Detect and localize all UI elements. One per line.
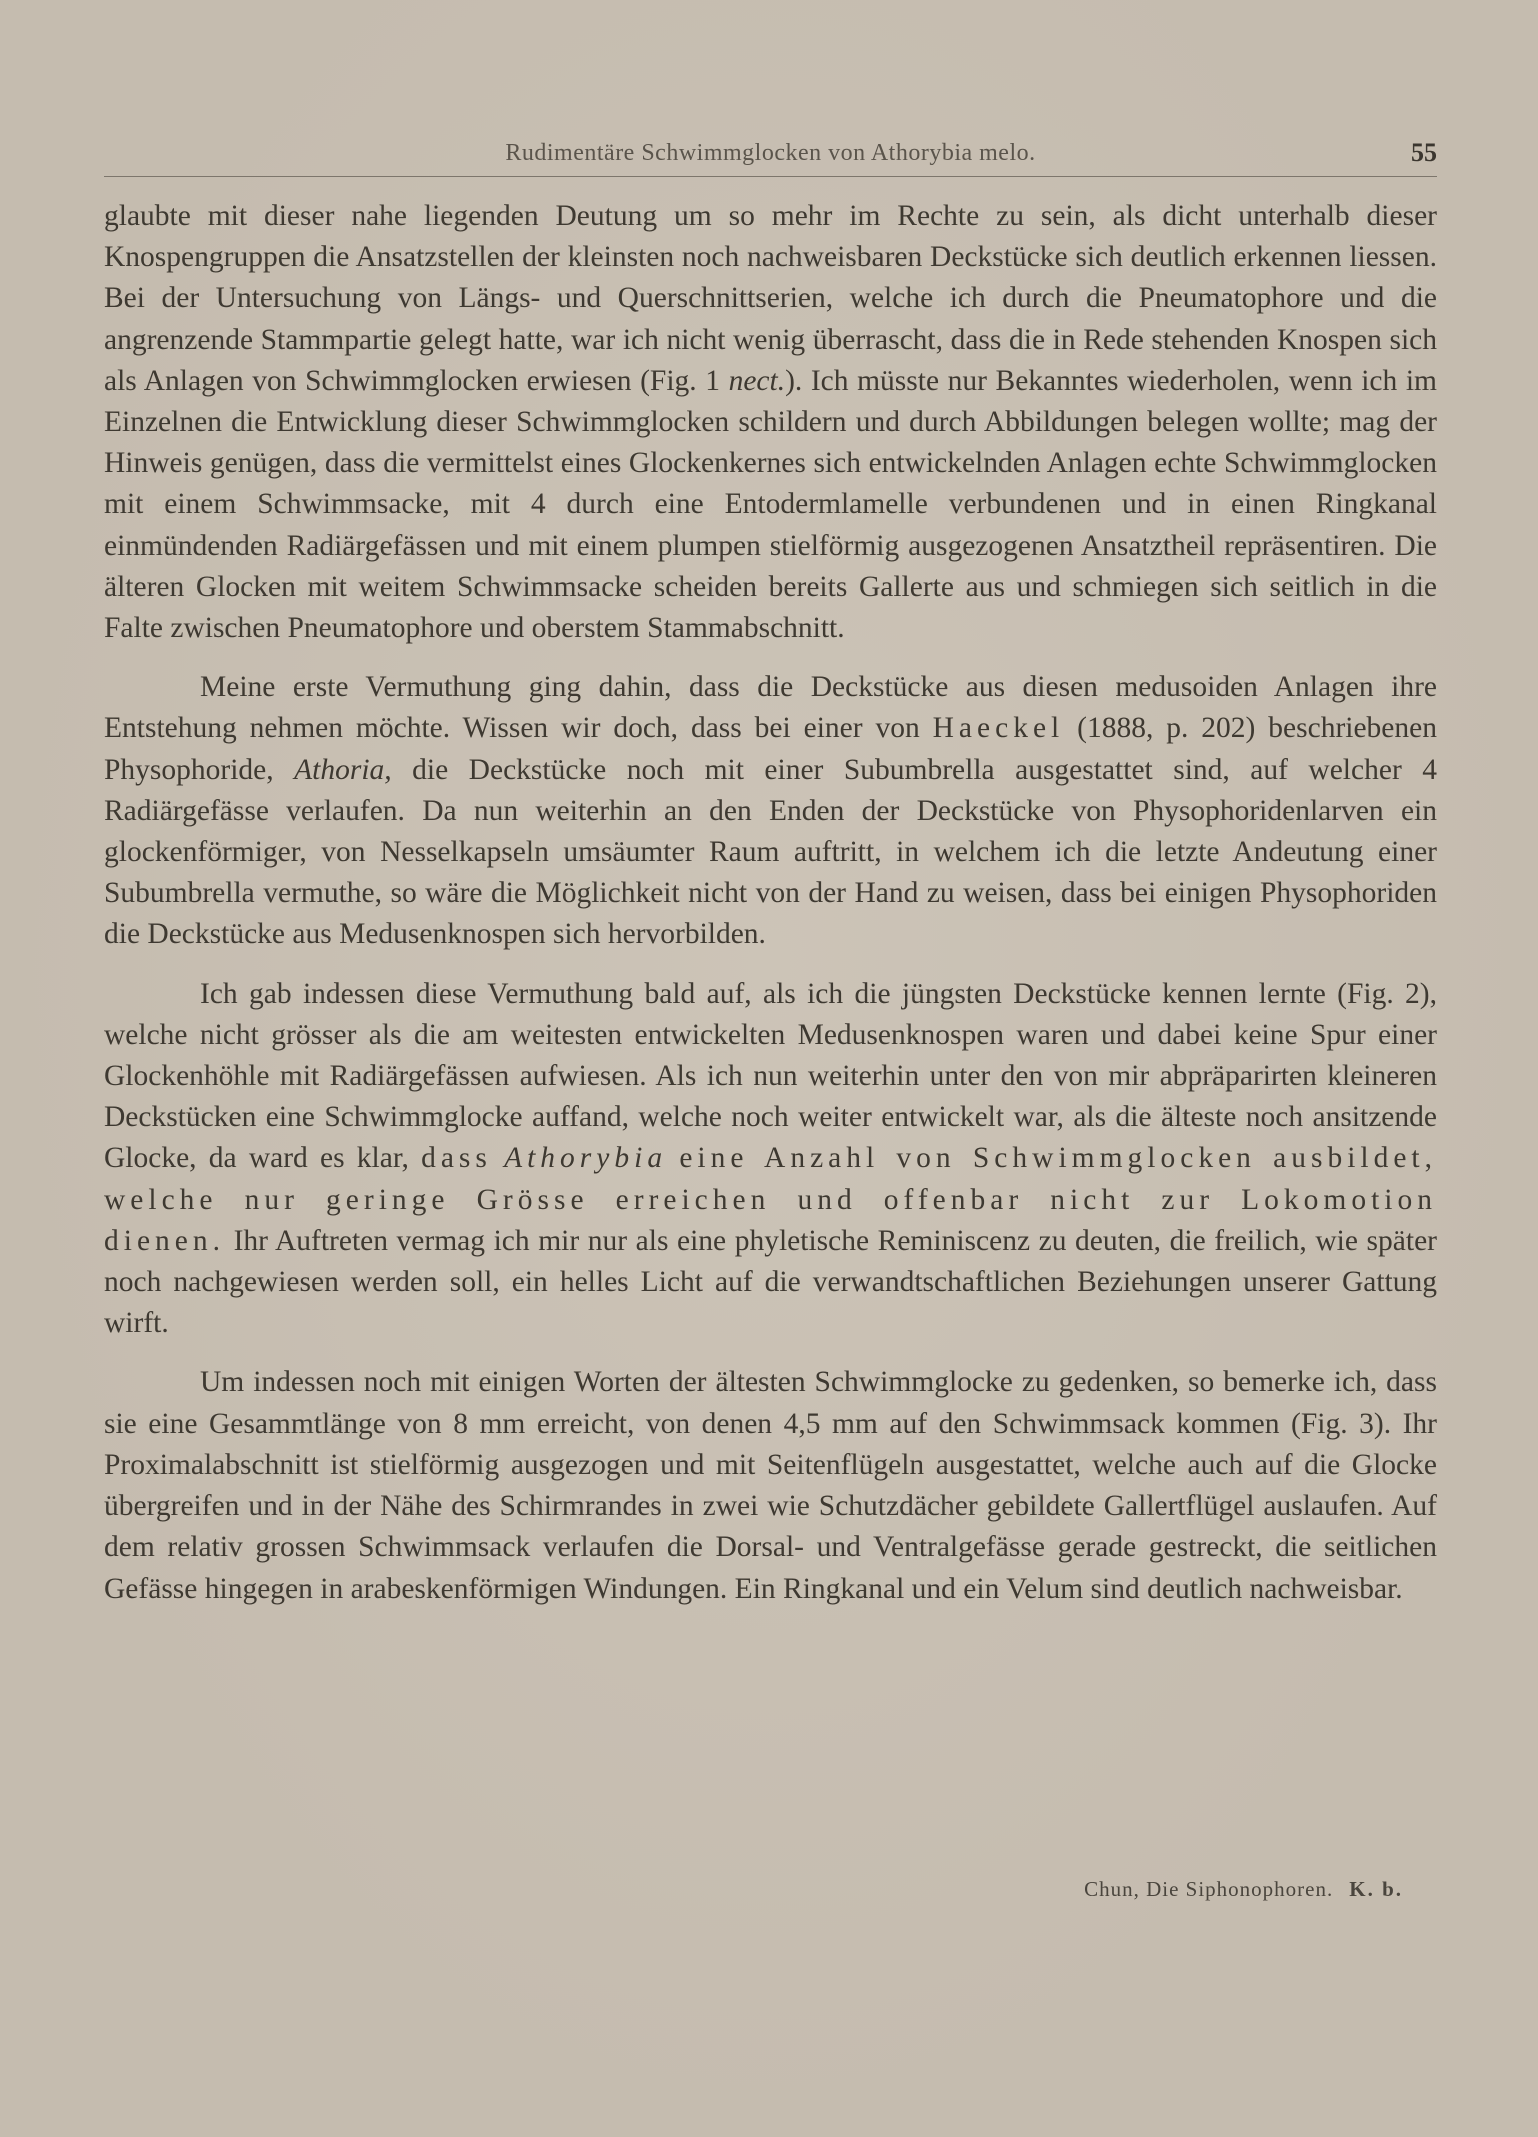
text-run: Ihr Auftreten vermag ich mir nur als eine phyletische Reminiscenz zu deuten, die freilich, wie später noch nachgewiesen werden soll, ein helles Licht auf die verwandtschaftlichen Beziehungen unserer Gattung wirft. — [104, 1224, 1437, 1340]
text-run: (1888, p. 202) beschriebenen Physophoride, — [104, 712, 1437, 786]
signature-text: Chun, Die Siphonophoren. — [1084, 1877, 1334, 1901]
text-run: glaubte mit dieser nahe liegenden Deutung um so mehr im Rechte zu sein, als dicht unterhalb dieser Knospengruppen die Ansatzstellen der kleinsten noch nachweisbaren Deckstücke sich deutlich erkennen liessen. Bei der Untersuchung von Längs- und Querschnittserien, welche ich durch die Pneumatophore und die angrenzende Stammpartie gelegt hatte, war ich nicht wenig überrascht, dass die in Rede stehenden Knospen sich als Anlagen von Schwimmglocken erwiesen (Fig. 1 — [104, 200, 1437, 397]
emphasis-statement: eine Anzahl von Schwimmglocken ausbildet, welche nur geringe Grösse erreichen und offenbar nicht zur Lokomotion dienen. — [104, 1142, 1438, 1257]
text-run: Um indessen noch mit einigen Worten der ältesten Schwimmglocke zu gedenken, so bemerke ich, dass sie eine Gesammtlänge von 8 mm erreicht, von denen 4,5 mm auf den Schwimmsack kommen (Fig. 3). Ihr Proximalabschnitt ist stielförmig ausgezogen und mit Seitenflügeln ausgestattet, welche auch auf die Glocke übergreifen und in der Nähe des Schirmrandes in zwei wie Schutzdächer gebildete Gallertflügel auslaufen. Auf dem relativ grossen Schwimmsack verlaufen die Dorsal- und Ventralgefässe gerade gestreckt, die seitlichen Gefässe hingegen in arabeskenförmigen Windungen. Ein Ringkanal und ein Velum sind deutlich nachweisbar. — [104, 1366, 1437, 1605]
running-title: Rudimentäre Schwimmglocken von Athorybia melo. — [505, 140, 1036, 166]
page-number: 55 — [1411, 138, 1437, 167]
text-run: Meine erste Vermuthung ging dahin, dass die Deckstücke aus diesen medusoiden Anlagen ihre Entstehung nehmen möchte. Wissen wir doch, dass bei einer von — [104, 671, 1437, 745]
text-run: Ich gab indessen diese Vermuthung bald auf, als ich die jüngsten Deckstücke kennen lernte (Fig. 2), welche nicht grösser als die am weitesten entwickelten Medusenknospen waren und dabei keine Spur einer Glockenhöhle mit Radiärgefässen aufwiesen. Als ich nun weiterhin unter den von mir abpräparirten kleineren Deckstücken eine Schwimmglocke auffand, welche noch weiter entwickelt war, als die älteste noch ansitzende Glocke, da ward es klar, — [104, 977, 1437, 1175]
author-name-haeckel: Haeckel — [932, 712, 1065, 745]
genus-athoria: Athoria, — [294, 753, 392, 786]
paragraph-1 — [104, 196, 1437, 649]
paragraph-2 — [104, 667, 1437, 955]
paragraph-4 — [104, 1362, 1437, 1609]
paragraph-3 — [104, 974, 1437, 1345]
genus-athorybia: Athorybia — [504, 1142, 668, 1175]
text-run — [667, 1142, 679, 1174]
running-header — [104, 136, 1437, 177]
footer-signature — [1084, 1877, 1403, 1902]
emphasis-dass: dass — [421, 1142, 492, 1175]
figure-label-nect: nect. — [728, 364, 786, 397]
body-text — [104, 196, 1437, 1610]
sheet-mark: K. b. — [1349, 1877, 1403, 1901]
text-run: ). Ich müsste nur Bekanntes wiederholen, wenn ich im Einzelnen die Entwicklung dieser Schwimmglocken schildern und durch Abbildungen belegen wollte; mag der Hinweis genügen, dass die vermittelst eines Glockenkernes sich entwickelnden Anlagen echte Schwimmglocken mit einem Schwimmsacke, mit 4 durch eine Entodermlamelle verbundenen und in einen Ringkanal einmündenden Radiärgefässen und mit einem plumpen stielförmig ausgezogenen Ansatztheil repräsentiren. Die älteren Glocken mit weitem Schwimmsacke scheiden bereits Gallerte aus und schmiegen sich seitlich in die Falte zwischen Pneumatophore und oberstem Stammabschnitt. — [104, 364, 1437, 645]
text-run — [492, 1142, 504, 1174]
text-run: die Deckstücke noch mit einer Subumbrella ausgestattet sind, auf welcher 4 Radiärgefässe verlaufen. Da nun weiterhin an den Enden der Deckstücke von Physophoridenlarven ein glockenförmiger, von Nesselkapseln umsäumter Raum auftritt, in welchem ich die letzte Andeutung einer Subumbrella vermuthe, so wäre die Möglichkeit nicht von der Hand zu weisen, dass bei einigen Physophoriden die Deckstücke aus Medusenknospen sich hervorbilden. — [104, 753, 1438, 951]
